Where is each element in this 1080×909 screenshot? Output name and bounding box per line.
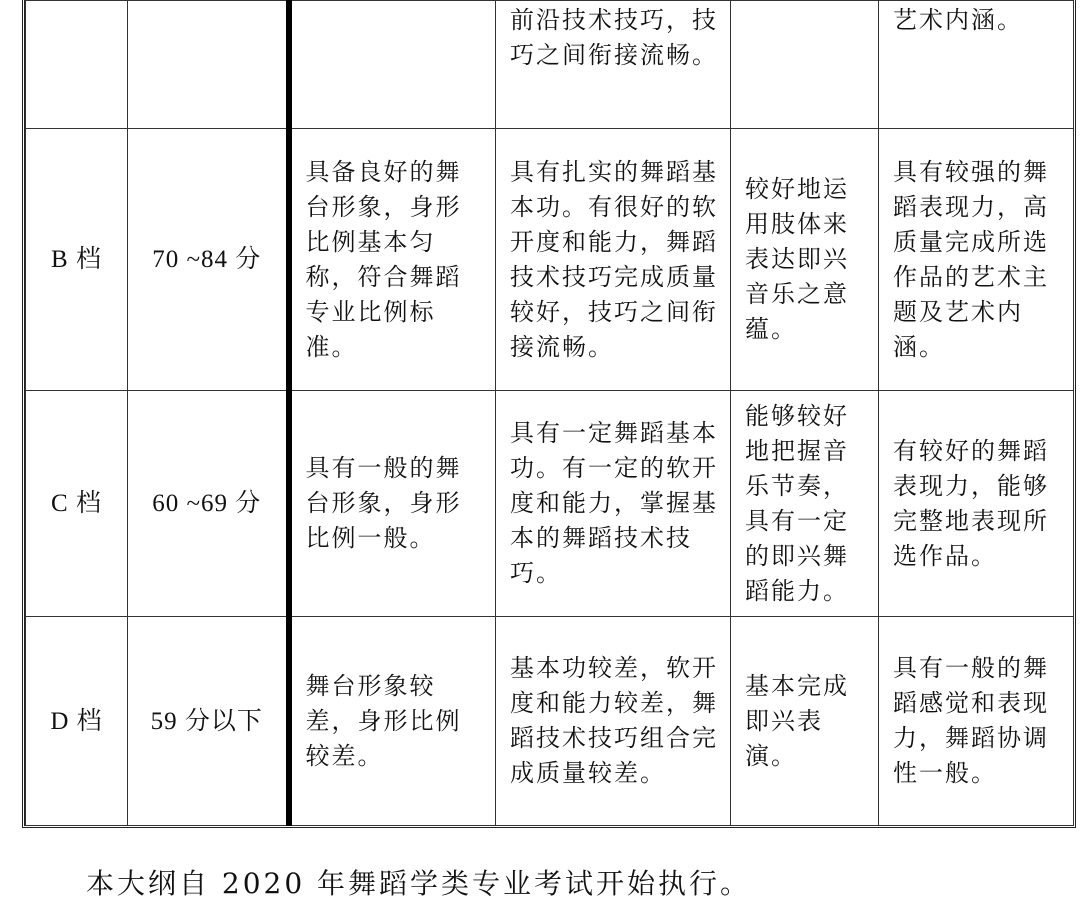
grade-table [25, 0, 1074, 826]
score-cell: 60 ~69 分 [128, 391, 289, 617]
table-row [26, 617, 1074, 826]
expression-cell: 艺术内涵。 [879, 1, 1074, 129]
score-cell [128, 1, 289, 129]
technique-cell: 基本功较差，软开度和能力较差，舞蹈技术技巧组合完成质量较差。 [496, 617, 731, 826]
score-cell: 70 ~84 分 [128, 129, 289, 391]
grade-cell: D 档 [26, 617, 128, 826]
expression-cell: 有较好的舞蹈表现力，能够完整地表现所选作品。 [879, 391, 1074, 617]
improvisation-cell: 能够较好地把握音乐节奏，具有一定的即兴舞蹈能力。 [731, 391, 879, 617]
table-row [26, 391, 1074, 617]
stage-image-cell: 具备良好的舞台形象，身形比例基本匀称，符合舞蹈专业比例标准。 [289, 129, 496, 391]
grade-cell [26, 1, 128, 129]
technique-cell: 具有扎实的舞蹈基本功。有很好的软开度和能力，舞蹈技术技巧完成质量较好，技巧之间衔接流畅。 [496, 129, 731, 391]
grade-cell: B 档 [26, 129, 128, 391]
expression-cell: 具有较强的舞蹈表现力，高质量完成所选作品的艺术主题及艺术内涵。 [879, 129, 1074, 391]
technique-cell: 前沿技术技巧，技巧之间衔接流畅。 [496, 1, 731, 129]
grade-cell: C 档 [26, 391, 128, 617]
stage-image-cell: 具有一般的舞台形象，身形比例一般。 [289, 391, 496, 617]
technique-cell: 具有一定舞蹈基本功。有一定的软开度和能力，掌握基本的舞蹈技术技巧。 [496, 391, 731, 617]
expression-cell: 具有一般的舞蹈感觉和表现力，舞蹈协调性一般。 [879, 617, 1074, 826]
stage-image-cell: 舞台形象较差，身形比例较差。 [289, 617, 496, 826]
stage-image-cell [289, 1, 496, 129]
table-row [26, 129, 1074, 391]
footer-note: 本大纲自 2020 年舞蹈学类专业考试开始执行。 [86, 867, 752, 900]
improvisation-cell: 较好地运用肢体来表达即兴音乐之意蕴。 [731, 129, 879, 391]
table-row [26, 1, 1074, 129]
improvisation-cell [731, 1, 879, 129]
score-cell: 59 分以下 [128, 617, 289, 826]
scoring-criteria-table [22, 0, 1076, 828]
improvisation-cell: 基本完成即兴表演。 [731, 617, 879, 826]
